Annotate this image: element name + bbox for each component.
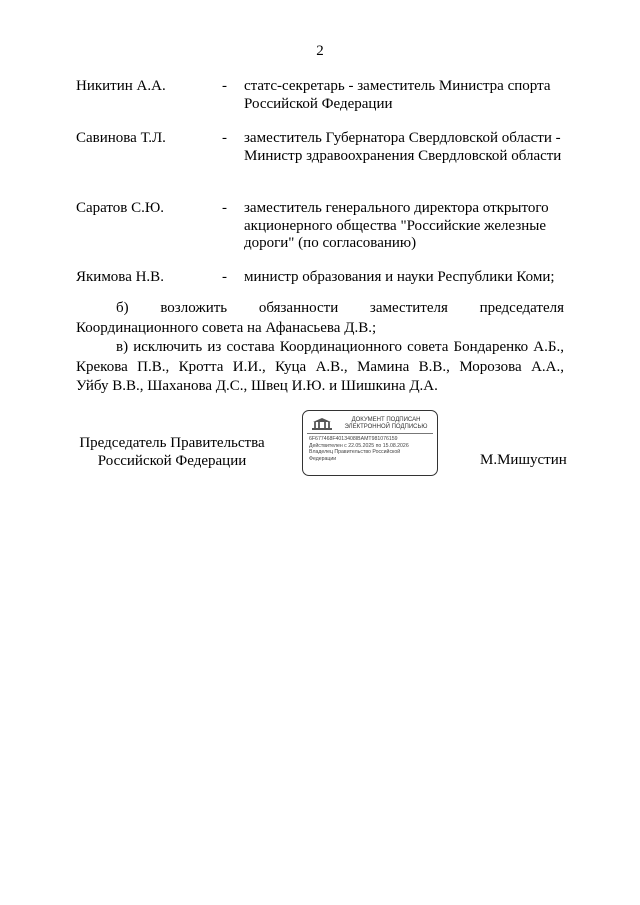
member-role: министр образования и науки Республики Коми; <box>244 269 555 285</box>
member-role: статс-секретарь - заместитель Министра спорта Российской Федерации <box>244 78 551 112</box>
paragraph-b <box>76 299 564 338</box>
member-role: заместитель Губернатора Свердловской области - Министр здравоохранения Свердловской области <box>244 130 562 164</box>
paragraph-v <box>76 338 564 397</box>
stamp-header-line: ДОКУМЕНТ ПОДПИСАН <box>351 417 421 423</box>
signer-title-line: Председатель Правительства <box>79 435 265 451</box>
paragraph-line: Уйбу В.В., Шаханова Д.С., Швец И.Ю. и Шишкина Д.А. <box>76 378 438 394</box>
member-name: Никитин А.А. <box>76 78 166 94</box>
stamp-info <box>309 436 435 462</box>
member-dash: - <box>222 200 227 216</box>
stamp-divider <box>307 433 433 434</box>
paragraph-line: в) исключить из состава Координационного совета Бондаренко А.Б., <box>116 339 564 355</box>
page-number: 2 <box>316 43 324 59</box>
signer-name: М.Мишустин <box>480 452 567 468</box>
electronic-signature-stamp <box>302 410 438 476</box>
member-name: Якимова Н.В. <box>76 269 164 285</box>
signer-title <box>76 435 268 470</box>
stamp-serial: 6F677468F4013408IBAMT981076159 <box>309 436 398 442</box>
paragraph-line: б) возложить обязанности заместителя председателя <box>116 300 564 316</box>
stamp-header <box>337 417 435 431</box>
stamp-issuer: Федерации <box>309 455 337 462</box>
member-name: Саратов С.Ю. <box>76 200 165 216</box>
paragraph-line: Координационного совета на Афанасьева Д.В.; <box>76 319 377 336</box>
member-dash: - <box>222 269 227 285</box>
stamp-header-line: ЭЛЕКТРОННОЙ ПОДПИСЬЮ <box>344 424 428 430</box>
member-name: Савинова Т.Л. <box>76 130 166 146</box>
member-dash: - <box>222 78 227 94</box>
paragraph-line: Крекова П.В., Кротта И.И., Куца А.В., Мамина В.В., Морозова А.А., <box>76 358 564 375</box>
member-role: заместитель генерального директора открытого акционерного общества "Российские железные дороги" (по согласованию) <box>244 200 549 251</box>
stamp-validity: Действителен с 22.05.2025 по 15.08.2026 <box>309 442 409 449</box>
member-dash: - <box>222 130 227 146</box>
signer-title-line: Российской Федерации <box>97 452 247 469</box>
stamp-issuer: Владелец Правительство Российской <box>309 449 401 456</box>
coat-of-arms-icon <box>311 417 333 431</box>
